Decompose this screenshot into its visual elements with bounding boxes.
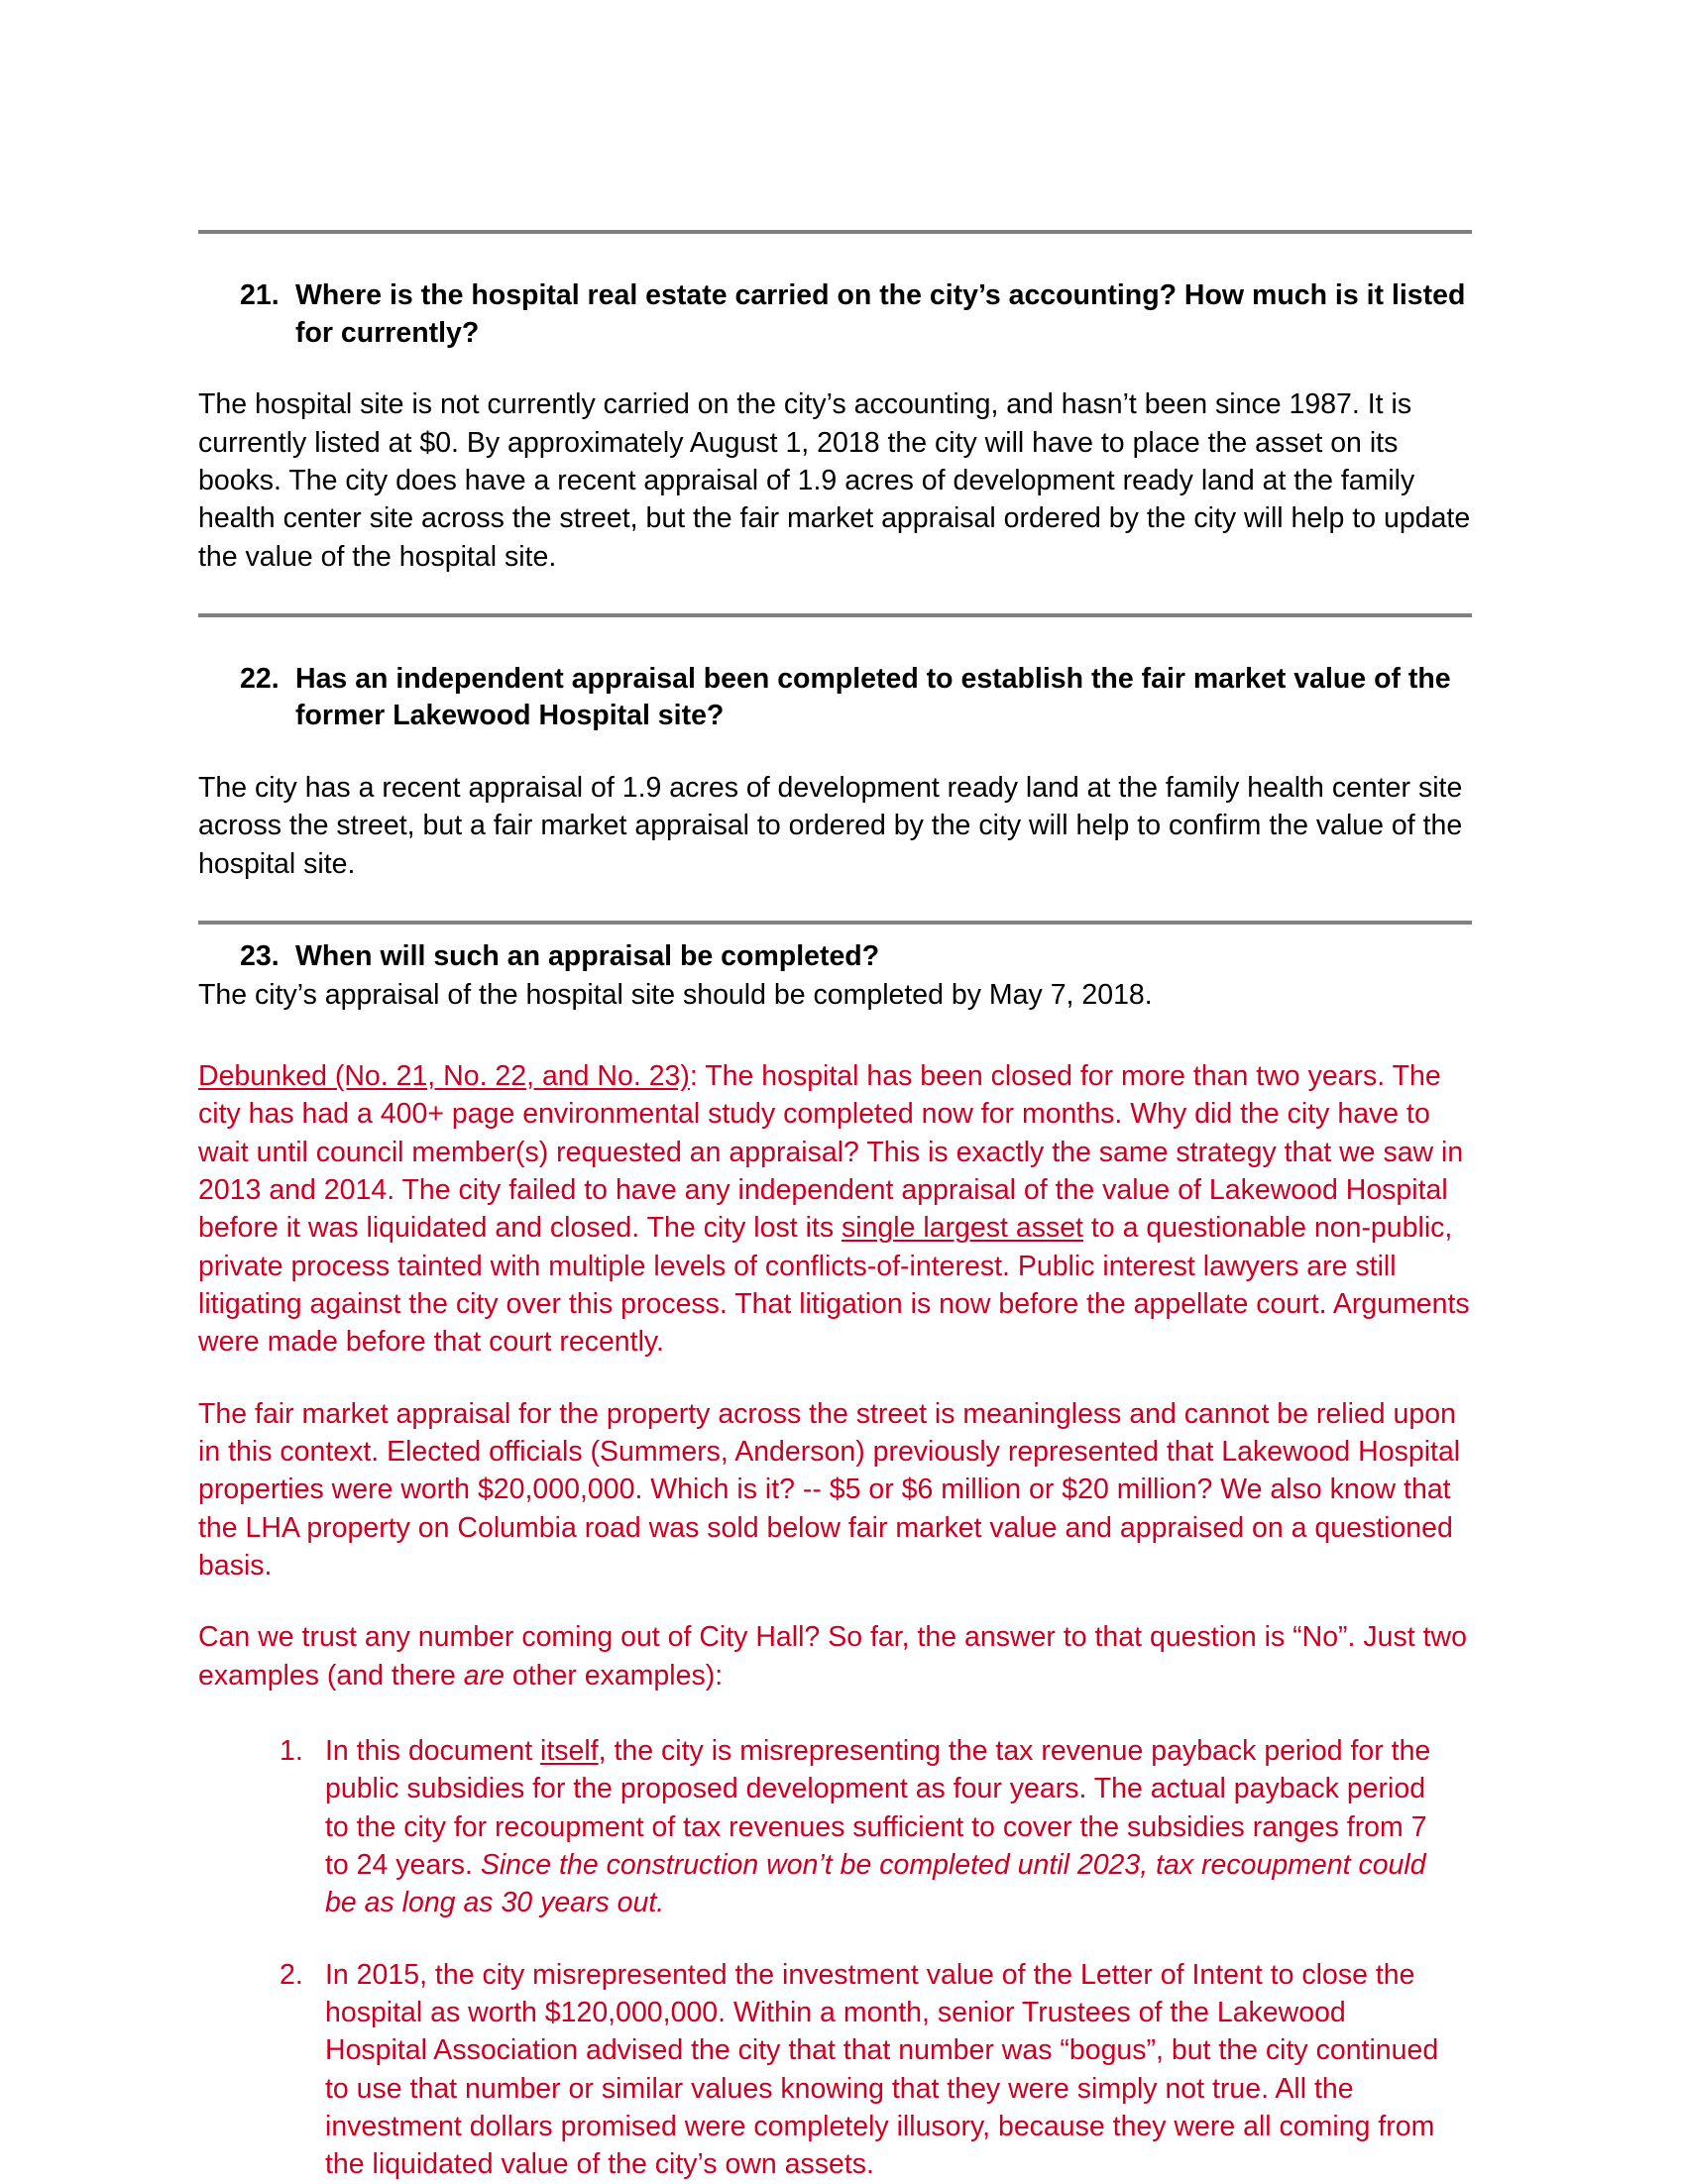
spacer [198, 352, 1472, 385]
page-content [198, 230, 1472, 2184]
answer-22: The city has a recent appraisal of 1.9 acres of development ready land at the family health center site across the street, but a fair market appraisal to ordered by the city will help to confirm the value of the hospital site. [198, 772, 1463, 880]
question-22-number: 22. [240, 662, 280, 695]
list-item-1-marker: 1. [280, 1734, 303, 1767]
answer-23: The city’s appraisal of the hospital site should be completed by May 7, 2018. [198, 978, 1153, 1011]
spacer [198, 925, 1472, 938]
debunked-text-part-1: The hospital has been closed for more than two years. The city has had a 400+ page environmental study completed now for months. Why did the city have to wait until council member(s) requested an appraisal? This is exactly the same strategy that we saw in 2013 and 2014. The city failed to have any independent appraisal of the value of Lakewood Hospital before it was liquidated and closed. The city lost its [198, 1060, 1464, 1245]
debunked-paragraph-1 [198, 1057, 1472, 1362]
single-largest-asset-emphasis: single largest asset [842, 1212, 1083, 1245]
spacer [198, 1362, 1472, 1395]
list-item [198, 1732, 1472, 1922]
are-emphasis: are [463, 1659, 505, 1692]
question-21-heading [198, 277, 1472, 352]
trust-text-part-1: Can we trust any number coming out of City Hall? So far, the answer to that question is “No”. Just two examples (and there [198, 1621, 1467, 1692]
spacer [198, 617, 1472, 661]
debunked-text-part-2: to a questionable non-public, private process tainted with multiple levels of conflicts-of-interest. Public interest lawyers are still litigating against the city over this process. That litigation is now before the appellate court. Arguments were made before that court recently. [198, 1212, 1470, 1359]
spacer [198, 234, 1472, 277]
question-21-text: Where is the hospital real estate carried on the city’s accounting? How much is it listed for currently? [295, 279, 1466, 349]
debunked-paragraph-2: The fair market appraisal for the property across the street is meaningless and cannot be relied upon in this context. Elected officials (Summers, Anderson) previously represented that Lakewood Hospital properties were worth $20,000,000. Which is it? -- $5 or $6 million or $20 million? We also know that the LHA property on Columbia road was sold below fair market value and appraised on a questioned basis. [198, 1397, 1461, 1582]
item-2-part-1: In 2015, the city misrepresented the investment value of the Letter of Intent to close the hospital as worth $120,000,000. Within a month, senior Trustees of the Lakewood Hospital Association advised the city that that number was “bogus”, but the city continued to use that number or similar values knowing that they were simply not true. All the investment dollars promised were completely illusory, because they were all coming from the liquidated value of the city’s own assets. [325, 1958, 1439, 2181]
examples-list [198, 1732, 1472, 2184]
spacer [198, 1922, 1472, 1956]
debunked-label-suffix: : [689, 1060, 698, 1092]
spacer [198, 576, 1472, 613]
debunked-label: Debunked (No. 21, No. 22, and No. 23) [198, 1060, 690, 1092]
question-23-text: When will such an appraisal be completed? [295, 940, 880, 973]
item-1-part-1: In this document [325, 1734, 541, 1767]
answer-21: The hospital site is not currently carried on the city’s accounting, and hasn’t been since 1987. It is currently listed at $0. By approximately August 1, 2018 the city will have to place the asset on its books. The city does have a recent appraisal of 1.9 acres of development ready land at the family health center site across the street, but the fair market appraisal ordered by the city will help to update the value of the hospital site. [198, 388, 1471, 573]
itself-emphasis: itself [540, 1734, 599, 1767]
list-item-2-body [325, 1956, 1472, 2184]
trust-text-part-2: other examples): [504, 1659, 724, 1692]
spacer [198, 1694, 1472, 1732]
spacer [198, 735, 1472, 769]
question-22-text: Has an independent appraisal been completed to establish the fair market value of the former Lakewood Hospital site? [295, 662, 1451, 732]
question-23-number: 23. [240, 940, 280, 973]
list-item-2-marker: 2. [280, 1958, 303, 1991]
list-item-1-body [325, 1732, 1472, 1922]
spacer [198, 1014, 1472, 1057]
question-21-number: 21. [240, 279, 280, 311]
item-1-part-2: , the city is misrepresenting the tax revenue payback period for the public subsidies for the proposed development as four years. The actual payback period to the city for recoupment of tax revenues sufficient to cover the subsidies ranges from 7 to 24 years. [325, 1734, 1431, 1881]
spacer [198, 883, 1472, 921]
spacer [198, 1584, 1472, 1618]
question-22-heading [198, 661, 1472, 735]
question-23-heading [198, 938, 1472, 976]
item-1-italic-note: Since the construction won’t be completed until 2023, tax recoupment could be as long as 30 years out. [325, 1848, 1426, 1919]
debunked-paragraph-3 [198, 1618, 1472, 1694]
list-item [198, 1956, 1472, 2184]
